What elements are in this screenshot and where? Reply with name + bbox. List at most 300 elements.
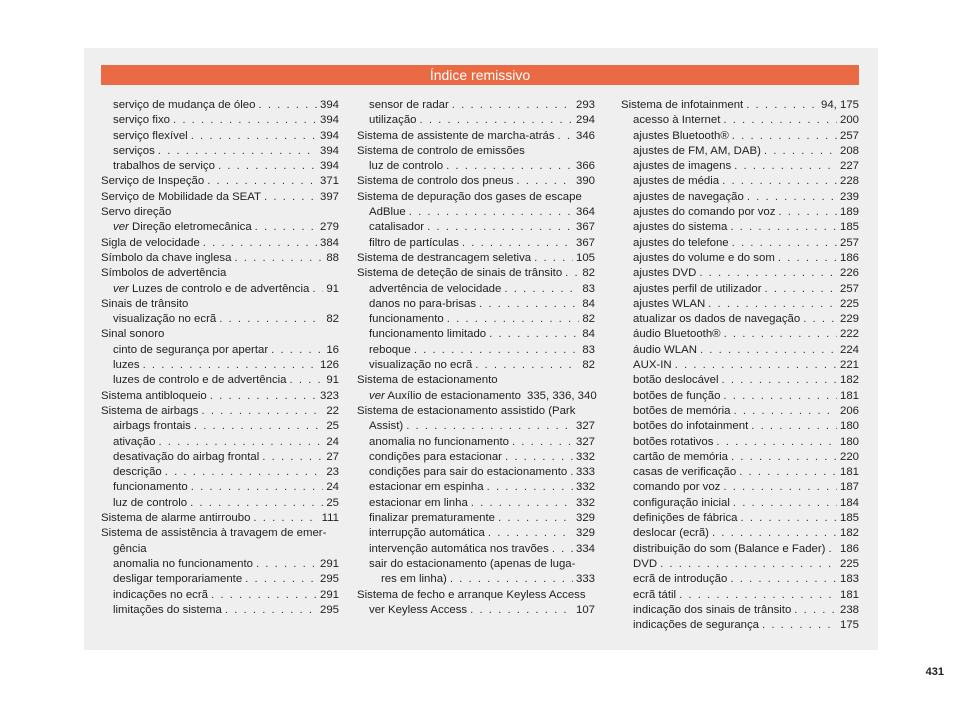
page-reference: 181 xyxy=(839,588,859,601)
entry-text: Direção eletromecânica xyxy=(132,221,252,234)
page-reference: 390 xyxy=(575,175,595,188)
entry-label: luzes xyxy=(113,359,140,372)
page-reference: 224 xyxy=(839,343,859,356)
index-entry xyxy=(357,480,595,495)
dot-leader xyxy=(234,251,323,266)
entry-label: ajustes do sistema xyxy=(633,221,728,234)
dot-leader xyxy=(739,465,837,480)
page-reference: 182 xyxy=(839,527,859,540)
index-entry xyxy=(357,312,595,327)
entry-label: funcionamento xyxy=(369,313,444,326)
index-heading: Sistema de estacionamento assistido (Park xyxy=(357,404,576,417)
entry-label: Serviço de Inspeção xyxy=(101,175,205,188)
page-reference: 293 xyxy=(575,99,595,111)
index-entry xyxy=(101,511,339,526)
dot-leader xyxy=(488,526,573,541)
dot-leader xyxy=(740,511,837,526)
page-reference: 184 xyxy=(839,496,859,509)
entry-label: cinto de segurança por apertar xyxy=(113,343,269,356)
index-entry xyxy=(101,496,339,511)
dot-leader xyxy=(747,190,837,205)
index-entry xyxy=(621,282,859,297)
page-reference: 181 xyxy=(839,466,859,479)
index-entry xyxy=(357,129,595,144)
dot-leader xyxy=(778,251,837,266)
index-entry xyxy=(621,465,859,480)
entry-label: Símbolo da chave inglesa xyxy=(101,251,232,264)
dot-leader xyxy=(751,419,837,434)
dot-leader xyxy=(700,343,837,358)
dot-leader xyxy=(203,236,317,251)
see-reference: ver xyxy=(113,221,129,234)
index-entry xyxy=(621,358,859,373)
entry-label: áudio WLAN xyxy=(633,343,697,356)
page-reference: 291 xyxy=(319,557,339,570)
page-reference: 364 xyxy=(575,206,595,219)
dot-leader xyxy=(723,480,837,495)
dot-leader xyxy=(505,450,573,465)
index-entry xyxy=(621,419,859,434)
index-entry xyxy=(101,358,339,373)
page-reference: 329 xyxy=(575,527,595,540)
dot-leader xyxy=(734,404,837,419)
index-heading: Servo direção xyxy=(101,206,172,219)
dot-leader xyxy=(218,159,317,174)
index-heading: Sinal sonoro xyxy=(101,328,165,341)
page-reference: 295 xyxy=(319,603,339,616)
page-number: 431 xyxy=(925,666,944,678)
index-entry xyxy=(101,113,339,128)
entry-label: visualização no ecrã xyxy=(113,313,217,326)
dot-leader xyxy=(479,297,579,312)
index-entry xyxy=(357,98,595,113)
page-reference: 279 xyxy=(319,221,339,234)
page-reference: 84 xyxy=(582,328,595,341)
dot-leader xyxy=(699,266,837,281)
page-reference: 333 xyxy=(575,573,595,586)
page-reference: 25 xyxy=(326,496,339,509)
index-entry xyxy=(621,113,859,128)
index-entry xyxy=(621,450,859,465)
dot-leader xyxy=(828,542,837,557)
index-entry xyxy=(621,389,859,404)
page-reference: 332 xyxy=(575,496,595,509)
dot-leader xyxy=(534,251,573,266)
entry-label: botões rotativos xyxy=(633,435,714,448)
index-entry xyxy=(621,190,859,205)
index-continuation: gência xyxy=(113,542,147,555)
entry-label: sensor de radar xyxy=(369,99,449,111)
page-reference: 294 xyxy=(575,114,595,127)
index-entry xyxy=(621,159,859,174)
page-reference: 333 xyxy=(575,466,595,479)
dot-leader xyxy=(489,327,579,342)
page-reference: 27 xyxy=(326,450,339,463)
page-reference: 82 xyxy=(582,267,595,280)
page-reference: 394 xyxy=(319,114,339,127)
entry-label: áudio Bluetooth® xyxy=(633,328,721,341)
entry-label: desligar temporariamente xyxy=(113,573,243,586)
page-reference: 82 xyxy=(582,313,595,326)
index-entry xyxy=(357,389,595,404)
entry-label: cartão de memória xyxy=(633,450,728,463)
page-reference: 257 xyxy=(839,236,859,249)
entry-label: filtro de partículas xyxy=(369,236,459,249)
index-entry xyxy=(101,588,339,603)
entry-label: botões de função xyxy=(633,389,721,402)
index-entry xyxy=(621,220,859,235)
dot-leader xyxy=(708,297,837,312)
page-reference: 84 xyxy=(582,297,595,310)
index-entry xyxy=(357,327,595,342)
dot-leader xyxy=(679,588,837,603)
index-entry xyxy=(621,266,859,281)
dot-leader xyxy=(722,373,837,388)
page-reference: 227 xyxy=(839,160,859,173)
dot-leader xyxy=(730,220,837,235)
entry-label: atualizar os dados de navegação xyxy=(633,313,801,326)
index-entry xyxy=(621,480,859,495)
dot-leader xyxy=(255,220,317,235)
page-reference: 183 xyxy=(839,573,859,586)
index-entry xyxy=(621,98,859,113)
entry-label: reboque xyxy=(369,343,411,356)
entry-label: botões de memória xyxy=(633,404,731,417)
index-entry xyxy=(101,450,339,465)
page-reference: 221 xyxy=(839,359,859,372)
dot-leader xyxy=(778,205,837,220)
entry-label: ecrã de introdução xyxy=(633,573,728,586)
index-entry xyxy=(621,144,859,159)
page-reference: 226 xyxy=(839,267,859,280)
entry-label: AdBlue xyxy=(369,206,406,219)
page-reference: 206 xyxy=(839,404,859,417)
page-reference: 228 xyxy=(839,175,859,188)
index-entry xyxy=(621,236,859,251)
page-reference: 238 xyxy=(839,603,859,616)
page-reference: 327 xyxy=(575,420,595,433)
entry-label: distribuição do som (Balance e Fader) xyxy=(633,542,826,555)
entry-label: condições para estacionar xyxy=(369,450,502,463)
dot-leader xyxy=(253,511,318,526)
index-entry xyxy=(101,419,339,434)
entry-label: intervenção automática nos travões xyxy=(369,542,549,555)
index-entry xyxy=(357,603,595,618)
page-reference: 229 xyxy=(839,313,859,326)
dot-leader xyxy=(210,389,317,404)
entry-label: Sistema de assistente de marcha-atrás xyxy=(357,129,555,142)
entry-label: interrupção automática xyxy=(369,527,485,540)
entry-label: catalisador xyxy=(369,221,425,234)
index-entry xyxy=(101,220,339,235)
page-reference: 291 xyxy=(319,588,339,601)
index-entry xyxy=(101,435,339,450)
page-reference: 187 xyxy=(839,481,859,494)
index-entry xyxy=(101,129,339,144)
dot-leader xyxy=(406,419,573,434)
page-reference: 16 xyxy=(326,343,339,356)
entry-label: luz de controlo xyxy=(369,160,444,173)
page-reference: 394 xyxy=(319,99,339,111)
entry-label: res em linha) xyxy=(381,573,447,586)
page-reference: 225 xyxy=(839,557,859,570)
index-entry xyxy=(101,572,339,587)
index-entry xyxy=(621,205,859,220)
index-entry xyxy=(101,312,339,327)
index-entry xyxy=(101,98,339,113)
page-reference: 239 xyxy=(839,190,859,203)
entry-label: AUX-IN xyxy=(633,359,672,372)
dot-leader xyxy=(764,144,837,159)
dot-leader xyxy=(732,129,837,144)
entry-label: indicações de segurança xyxy=(633,619,760,632)
index-heading: Sistema de depuração dos gases de escape xyxy=(357,190,582,203)
page-reference: 327 xyxy=(575,435,595,448)
page-reference: 346 xyxy=(575,129,595,142)
index-entry xyxy=(101,251,339,266)
index-entry xyxy=(357,572,595,587)
page-reference: 182 xyxy=(839,374,859,387)
entry-label: Sistema de infotainment xyxy=(621,99,744,111)
dot-leader xyxy=(258,98,317,113)
index-entry xyxy=(357,496,595,511)
index-column-3 xyxy=(621,98,859,633)
dot-leader xyxy=(516,174,573,189)
entry-label: indicação dos sinais de trânsito xyxy=(633,603,792,616)
entry-label: acesso à Internet xyxy=(633,114,721,127)
dot-leader xyxy=(290,373,324,388)
page-reference: 220 xyxy=(839,450,859,463)
index-entry xyxy=(101,373,339,388)
page-reference: 83 xyxy=(582,282,595,295)
entry-label: ajustes WLAN xyxy=(633,297,706,310)
entry-label: botões do infotainment xyxy=(633,420,749,433)
dot-leader xyxy=(256,557,317,572)
index-entry xyxy=(101,603,339,618)
dot-leader xyxy=(731,450,837,465)
dot-leader xyxy=(471,496,573,511)
entry-label: ajustes de imagens xyxy=(633,160,732,173)
index-entry xyxy=(101,174,339,189)
see-reference: ver xyxy=(369,389,385,402)
index-entry xyxy=(621,557,859,572)
index-entry xyxy=(621,174,859,189)
page-reference: 334 xyxy=(575,542,595,555)
index-entry xyxy=(101,282,339,297)
entry-label: ajustes de navegação xyxy=(633,190,744,203)
index-entry xyxy=(621,435,859,450)
dot-leader xyxy=(420,113,573,128)
dot-leader xyxy=(165,465,324,480)
page-reference: 335, 336, 340 xyxy=(526,389,597,402)
entry-label: trabalhos de serviço xyxy=(113,160,215,173)
entry-label xyxy=(113,220,252,235)
page-reference: 394 xyxy=(319,129,339,142)
entry-label: estacionar em linha xyxy=(369,496,468,509)
page-reference: 225 xyxy=(839,297,859,310)
index-entry xyxy=(101,404,339,419)
dot-leader xyxy=(716,435,837,450)
index-entry xyxy=(621,618,859,633)
entry-label: indicações no ecrã xyxy=(113,588,208,601)
index-entry xyxy=(357,343,595,358)
entry-label: finalizar prematuramente xyxy=(369,512,495,525)
dot-leader xyxy=(262,450,323,465)
page-reference: 384 xyxy=(319,236,339,249)
dot-leader xyxy=(452,98,573,113)
page-reference: 107 xyxy=(575,603,595,616)
page-reference: 394 xyxy=(319,160,339,173)
page-reference: 88 xyxy=(326,251,339,264)
index-entry xyxy=(357,220,595,235)
page-reference: 367 xyxy=(575,236,595,249)
entry-label xyxy=(369,389,521,404)
index-entry xyxy=(357,435,595,450)
dot-leader xyxy=(211,588,317,603)
index-entry xyxy=(621,496,859,511)
dot-leader xyxy=(498,511,573,526)
page-reference: 91 xyxy=(326,374,339,387)
page-reference: 175 xyxy=(839,619,859,632)
entry-label: Sistema de destrancagem seletiva xyxy=(357,251,532,264)
index-heading: Sistema de estacionamento xyxy=(357,374,498,387)
entry-label: descrição xyxy=(113,466,162,479)
dot-leader xyxy=(462,236,573,251)
index-entry xyxy=(357,526,595,541)
page-reference: 371 xyxy=(319,175,339,188)
page-reference: 329 xyxy=(575,512,595,525)
entry-label xyxy=(113,282,309,297)
entry-label: anomalia no funcionamento xyxy=(113,557,253,570)
page-reference: 189 xyxy=(839,206,859,219)
index-entry xyxy=(621,511,859,526)
index-column-2 xyxy=(357,98,595,618)
page-reference: 394 xyxy=(319,144,339,157)
entry-label: botão deslocável xyxy=(633,374,719,387)
index-entry xyxy=(101,389,339,404)
dot-leader xyxy=(158,144,317,159)
index-entry xyxy=(357,511,595,526)
entry-label: Sistema de deteção de sinais de trânsito xyxy=(357,267,563,280)
entry-label: anomalia no funcionamento xyxy=(369,435,509,448)
page-title: Índice remissivo xyxy=(101,65,859,85)
entry-label: Sistema antibloqueio xyxy=(101,389,207,402)
index-heading: Símbolos de advertência xyxy=(101,267,227,280)
entry-label: serviço fixo xyxy=(113,114,170,127)
page-reference: 257 xyxy=(839,282,859,295)
index-entry xyxy=(621,542,859,557)
page-reference: 24 xyxy=(326,481,339,494)
dot-leader xyxy=(570,465,573,480)
dot-leader xyxy=(734,159,837,174)
page-reference: 186 xyxy=(839,542,859,555)
index-entry xyxy=(101,343,339,358)
dot-leader xyxy=(660,557,837,572)
index-entry xyxy=(621,526,859,541)
entry-label: definições de fábrica xyxy=(633,512,738,525)
index-entry xyxy=(621,297,859,312)
entry-label: comando por voz xyxy=(633,481,721,494)
index-entry xyxy=(357,236,595,251)
dot-leader xyxy=(264,190,317,205)
index-entry xyxy=(357,266,595,281)
dot-leader xyxy=(219,312,323,327)
dot-leader xyxy=(724,327,837,342)
entry-label: ver Keyless Access xyxy=(369,603,468,616)
dot-leader xyxy=(794,603,837,618)
page-reference: 222 xyxy=(839,328,859,341)
page-reference: 83 xyxy=(582,343,595,356)
entry-label: estacionar em espinha xyxy=(369,481,484,494)
entry-label: ajustes DVD xyxy=(633,267,697,280)
page-reference: 366 xyxy=(575,160,595,173)
dot-leader xyxy=(487,480,573,495)
index-entry xyxy=(357,251,595,266)
dot-leader xyxy=(191,129,317,144)
dot-leader xyxy=(723,389,837,404)
dot-leader xyxy=(712,526,837,541)
dot-leader xyxy=(190,496,323,511)
index-entry xyxy=(357,282,595,297)
entry-label: ajustes Bluetooth® xyxy=(633,129,729,142)
index-entry xyxy=(101,557,339,572)
index-entry xyxy=(101,144,339,159)
entry-label: DVD xyxy=(633,557,658,570)
page-reference: 91 xyxy=(326,282,339,295)
entry-label: Assist) xyxy=(369,420,404,433)
page-reference: 186 xyxy=(839,251,859,264)
entry-label: ajustes do volume e do som xyxy=(633,251,775,264)
entry-label: luz de controlo xyxy=(113,496,188,509)
page-reference: 180 xyxy=(839,435,859,448)
entry-label: funcionamento xyxy=(113,481,188,494)
index-entry xyxy=(621,588,859,603)
page-reference: 94, 175 xyxy=(820,99,859,111)
entry-label: limitações do sistema xyxy=(113,603,222,616)
index-entry xyxy=(101,190,339,205)
dot-leader xyxy=(504,282,579,297)
entry-label: deslocar (ecrã) xyxy=(633,527,709,540)
page-reference: 180 xyxy=(839,420,859,433)
dot-leader xyxy=(191,480,324,495)
dot-leader xyxy=(722,174,837,189)
page-reference: 22 xyxy=(326,404,339,417)
dot-leader xyxy=(762,618,837,633)
dot-leader xyxy=(173,113,317,128)
dot-leader xyxy=(512,435,573,450)
index-entry xyxy=(621,603,859,618)
dot-leader xyxy=(733,496,837,511)
page-reference: 200 xyxy=(839,114,859,127)
index-entry xyxy=(357,419,595,434)
entry-text: Auxílio de estacionamento xyxy=(387,389,521,402)
entry-label: Serviço de Mobilidade da SEAT xyxy=(101,190,261,203)
page-reference: 185 xyxy=(839,221,859,234)
page-reference: 126 xyxy=(319,359,339,372)
index-entry xyxy=(357,465,595,480)
dot-leader xyxy=(730,572,837,587)
dot-leader xyxy=(470,603,573,618)
index-entry xyxy=(621,251,859,266)
index-entry xyxy=(357,358,595,373)
index-entry xyxy=(357,542,595,557)
index-entry xyxy=(621,312,859,327)
page-reference: 82 xyxy=(582,359,595,372)
entry-label: utilização xyxy=(369,114,417,127)
dot-leader xyxy=(202,404,324,419)
index-entry xyxy=(621,327,859,342)
entry-label: visualização no ecrã xyxy=(369,359,473,372)
